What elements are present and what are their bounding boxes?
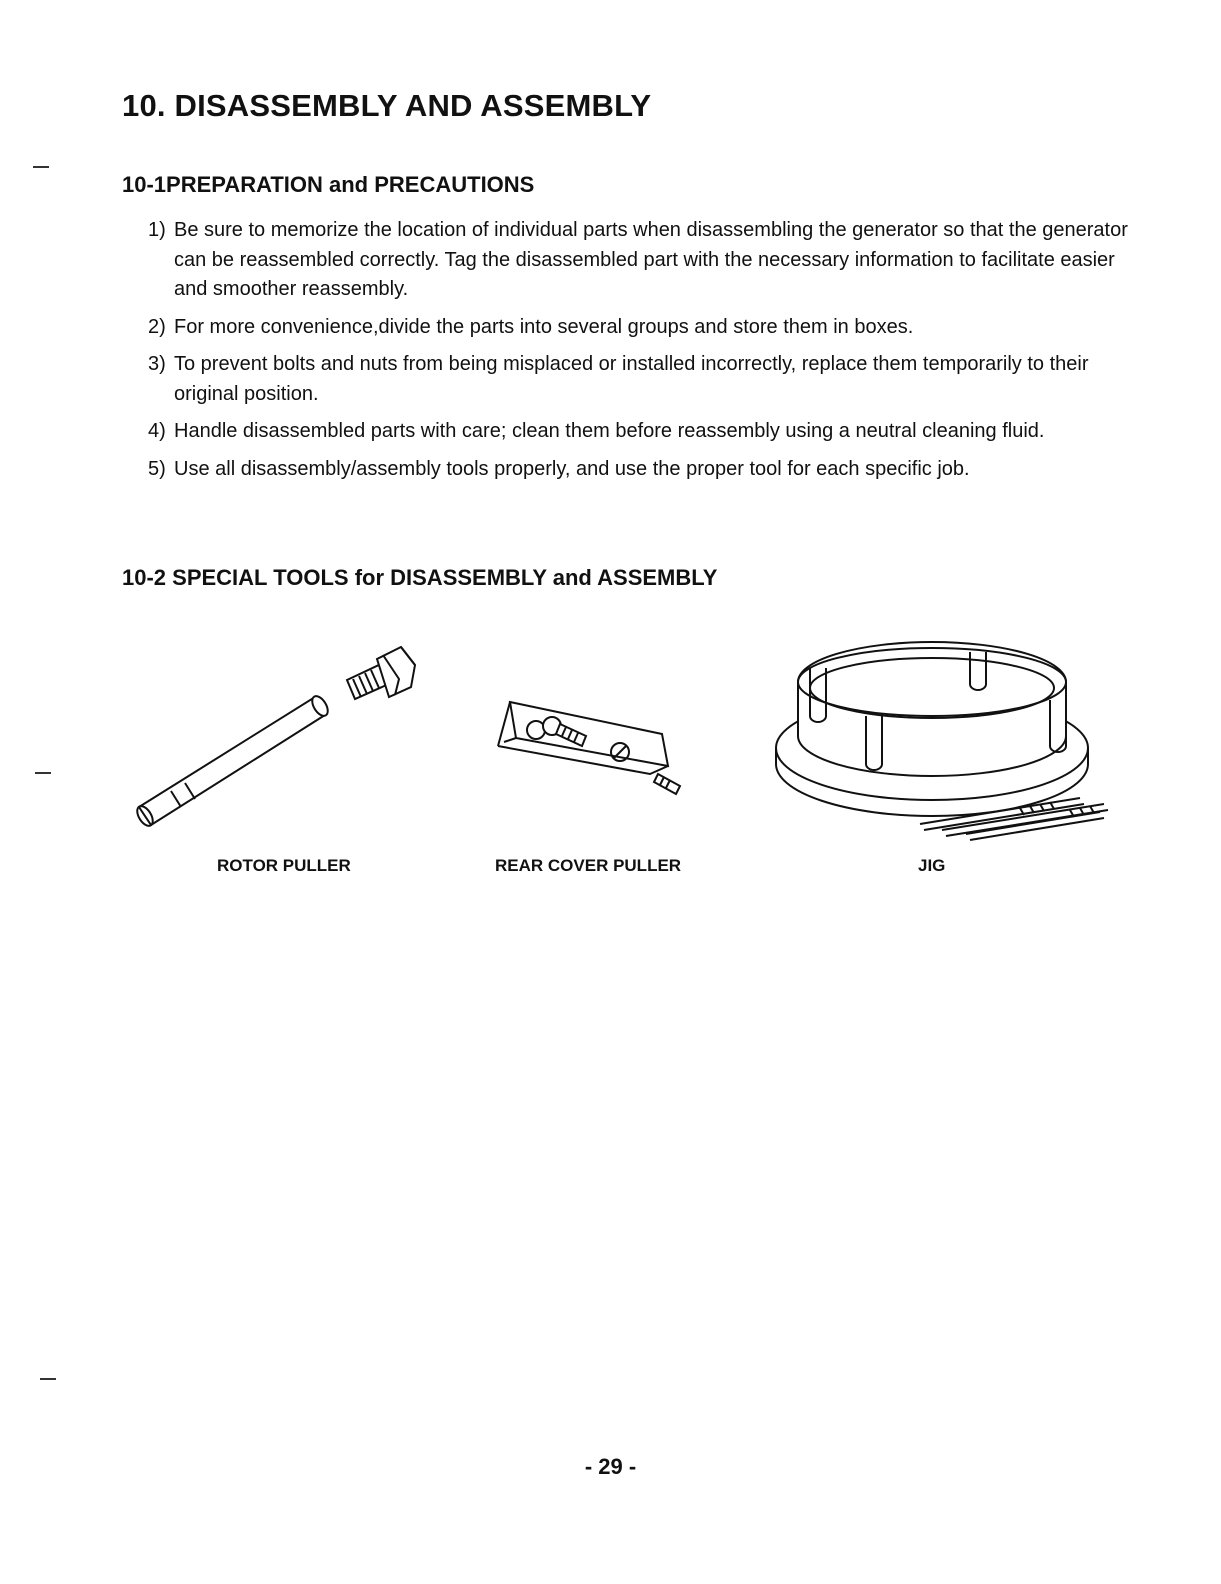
caption-rotor-puller: ROTOR PULLER [217,856,351,875]
caption-jig: JIG [918,856,946,875]
list-item [148,313,1128,343]
item-text: Handle disassembled parts with care; clean them before reassembly using a neutral cleaning fluid. [174,420,1045,442]
caption-rear-cover-puller: REAR COVER PULLER [495,856,682,875]
item-number: 5) [148,457,166,480]
item-number: 4) [148,420,166,442]
section-heading-special-tools: 10-2 SPECIAL TOOLS for DISASSEMBLY and ASSEMBLY [122,565,718,590]
binding-mark [40,1378,56,1380]
rotor-puller-illustration [125,635,425,835]
item-text: For more convenience,divide the parts into several groups and store them in boxes. [174,315,914,338]
binding-mark [35,772,51,774]
item-text: To prevent bolts and nuts from being misplaced or installed incorrectly, replace them temporarily to their original position. [174,353,1089,405]
item-number: 2) [148,315,166,338]
list-item [148,417,1128,447]
item-number: 1) [148,219,166,241]
section-heading-preparation: 10-1PREPARATION and PRECAUTIONS [122,172,535,197]
jig-illustration [770,640,1120,845]
binding-mark [33,166,49,168]
item-number: 3) [148,353,166,375]
list-item [148,350,1128,409]
item-text: Use all disassembly/assembly tools properly, and use the proper tool for each specific job. [174,457,970,480]
page-number: - 29 - [584,1454,637,1479]
precautions-list [148,216,1128,492]
list-item [148,216,1128,305]
item-text: Be sure to memorize the location of individual parts when disassembling the generator so that the generator can be reassembled correctly. Tag the disassembled part with the necessary information to facilitate easier and smoother reassembly. [174,219,1128,300]
page-title: 10. DISASSEMBLY AND ASSEMBLY [122,88,652,123]
rear-cover-puller-illustration [490,690,690,800]
list-item [148,455,1128,485]
